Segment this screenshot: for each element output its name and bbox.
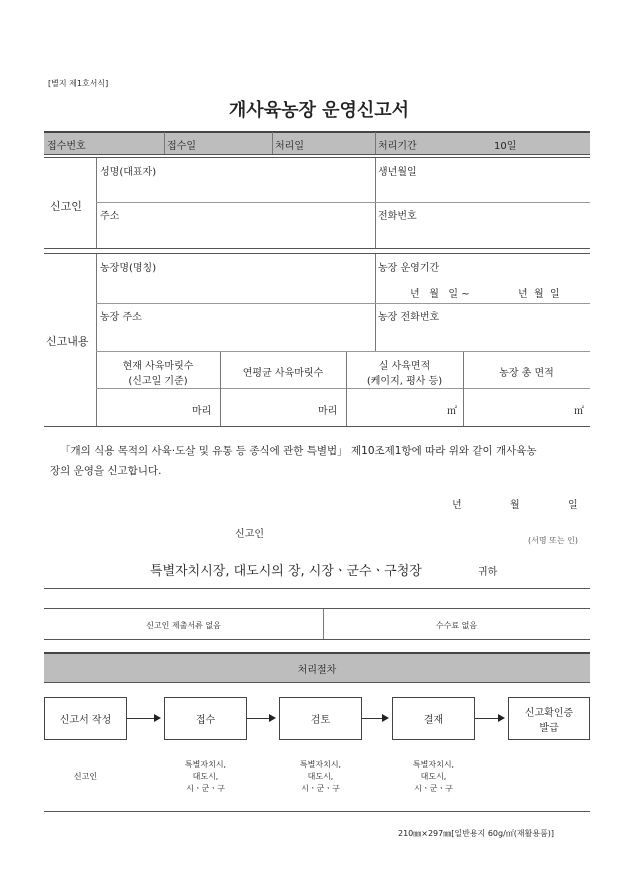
arrow-right-icon [269,714,276,722]
page-title: 개사육농장 운영신고서 [228,100,410,121]
actor-applicant: 신고인 [73,772,98,781]
arrow-right-icon [498,714,505,722]
statement-line-2: 장의 운영을 신고합니다. [50,465,162,477]
arrow-right-icon [154,714,161,722]
content-section-label: 신고내용 [46,335,89,348]
signer-label: 신고인 [235,529,264,540]
recipient: 특별자치시장, 대도시의 장, 시장ㆍ군수ㆍ구청장 [150,564,422,579]
current-dogs-unit: 마리 [192,406,212,417]
total-area-header: 농장 총 면적 [499,368,554,379]
process-period-label: 처리기간 [378,141,417,152]
attachments-note: 신고인 제출서류 없음 [146,621,221,630]
period-end: 년 월 일 [518,289,560,300]
receipt-date-label: 접수일 [167,141,196,152]
applicant-section-label: 신고인 [50,200,82,213]
actor-receipt: 특별자치시, 대도시, 시ㆍ군ㆍ구 [184,760,227,793]
step-issue-certificate: 신고확인증 발급 [508,697,590,740]
sign-note: (서명 또는 인) [528,536,578,545]
process-date-label: 처리일 [275,141,304,152]
operation-period-label: 농장 운영기간 [378,263,440,274]
date-year: 년 [452,500,462,511]
step-approval: 결재 [392,697,475,740]
avg-dogs-header: 연평균 사육마릿수 [242,368,324,379]
recipient-suffix: 귀하 [478,567,498,578]
step-write-form: 신고서 작성 [44,697,127,740]
actor-approval: 특별자치시, 대도시, 시ㆍ군ㆍ구 [412,760,455,793]
total-area-unit: ㎡ [574,406,584,417]
statement-line-1: 「개의 식용 목적의 사육·도살 및 유통 등 종식에 관한 특별법」 제10조제1항에 따라 위와 같이 개사육농 [60,445,537,457]
farm-address-label: 농장 주소 [100,312,142,323]
paper-spec: 210㎜×297㎜[일반용지 60g/㎡(재활용품)] [398,829,555,838]
raising-area-header: 실 사육면적 (케이지, 평사 등) [366,361,443,387]
phone-label: 전화번호 [378,211,417,222]
actor-review: 특별자치시, 대도시, 시ㆍ군ㆍ구 [299,760,342,793]
arrow-right-icon [382,714,389,722]
date-day: 일 [568,500,578,511]
fee-note: 수수료 없음 [435,621,478,630]
procedure-title: 처리절차 [44,652,590,683]
avg-dogs-unit: 마리 [318,406,338,417]
form-id: [별지 제1호서식] [48,79,109,88]
process-period-value: 10일 [494,141,517,152]
receipt-number-label: 접수번호 [47,141,86,152]
name-label: 성명(대표자) [100,167,157,178]
date-month: 월 [510,500,520,511]
step-review: 검토 [279,697,362,740]
farm-phone-label: 농장 전화번호 [378,312,440,323]
period-start: 년 월 일 ~ [410,289,470,300]
farm-name-label: 농장명(명칭) [100,263,157,274]
raising-area-unit: ㎡ [447,406,457,417]
address-label: 주소 [100,211,120,222]
step-receipt: 접수 [164,697,247,740]
current-dogs-header: 현재 사육마릿수 (신고일 기준) [122,361,194,387]
birth-label: 생년월일 [378,167,417,178]
